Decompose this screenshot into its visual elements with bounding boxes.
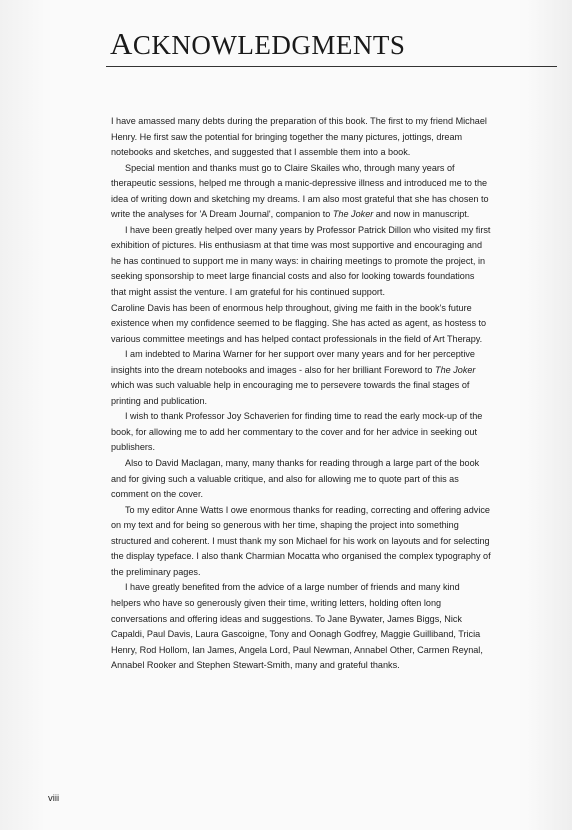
book-title: The Joker bbox=[435, 364, 476, 375]
paragraph: I wish to thank Professor Joy Schaverien for finding time to read the early mock-up of the book, for allowing me to add her commentary to the cover and for her advice in seeking out publishers. bbox=[111, 411, 483, 453]
paragraph: Caroline Davis has been of enormous help throughout, giving me faith in the book's future existence when my confidence seemed to be flagging. She has acted as agent, as hostess to various committee meetings and has helped contact professionals in the field of Art Therapy. bbox=[111, 302, 487, 344]
title-rule bbox=[106, 66, 557, 67]
paragraph: I have been greatly helped over many years by Professor Patrick Dillon who visited my first exhibition of pictures. His enthusiasm at that time was most supportive and encouraging and he has continued to support me in many ways: in chairing meetings to promote the project, in seeking sponsorship to meet large financial costs and also for looking towards foundations that might assist the venture. I am grateful for his continued support. bbox=[111, 224, 491, 298]
paragraph: I have amassed many debts during the preparation of this book. The first to my friend Michael Henry. He first saw the potential for bringing together the many pictures, jottings, dream notebooks and sketches, and suggested that I assemble them into a book. bbox=[111, 116, 487, 158]
paragraph: Special mention and thanks must go to Claire Skailes who, through many years of therapeutic sessions, helped me through a manic-depressive illness and introduced me to the idea of writing down and sketching my dreams. I am also most grateful that she has chosen to write the analyses for 'A Dream Journal', companion to The Joker and now in manuscript. bbox=[111, 162, 489, 220]
paragraph: I have greatly benefited from the advice of a large number of friends and many kind helpers who have so generously given their time, writing letters, holding often long conversations and offering ideas and suggestions. To Jane Bywater, James Biggs, Nick Capaldi, Paul Davis, Laura Gascoigne, Tony and Oonagh Godfrey, Maggie Guilliband, Tricia Henry, Rod Hollom, Ian James, Angela Lord, Paul Newman, Annabel Other, Carmen Reynal, Annabel Rooker and Stephen Stewart-Smith, many and grateful thanks. bbox=[111, 582, 483, 671]
paragraph: To my editor Anne Watts I owe enormous thanks for reading, correcting and offering advice on my text and for being so generous with her time, shaping the project into something structured and coherent. I must thank my son Michael for his work on layouts and for selecting the display typeface. I also thank Charmian Mocatta who organised the complex typography of the preliminary pages. bbox=[111, 504, 491, 577]
page-title bbox=[110, 26, 405, 62]
paragraph: Also to David Maclagan, many, many thanks for reading through a large part of the book and for giving such a valuable critique, and also for allowing me to quote part of this as comment on the cover. bbox=[111, 458, 480, 500]
title-initial: A bbox=[110, 26, 133, 61]
title-rest: CKNOWLEDGMENTS bbox=[132, 30, 406, 60]
paragraph: I am indebted to Marina Warner for her support over many years and for her perceptive insights into the dream notebooks and images - also for her brilliant Foreword to The Joker which was such valuable help in encouraging me to persevere towards the final stages of printing and publication. bbox=[111, 349, 476, 406]
book-title: The Joker bbox=[332, 209, 374, 220]
acknowledgments-body bbox=[111, 114, 491, 674]
page-number: viii bbox=[48, 793, 60, 804]
